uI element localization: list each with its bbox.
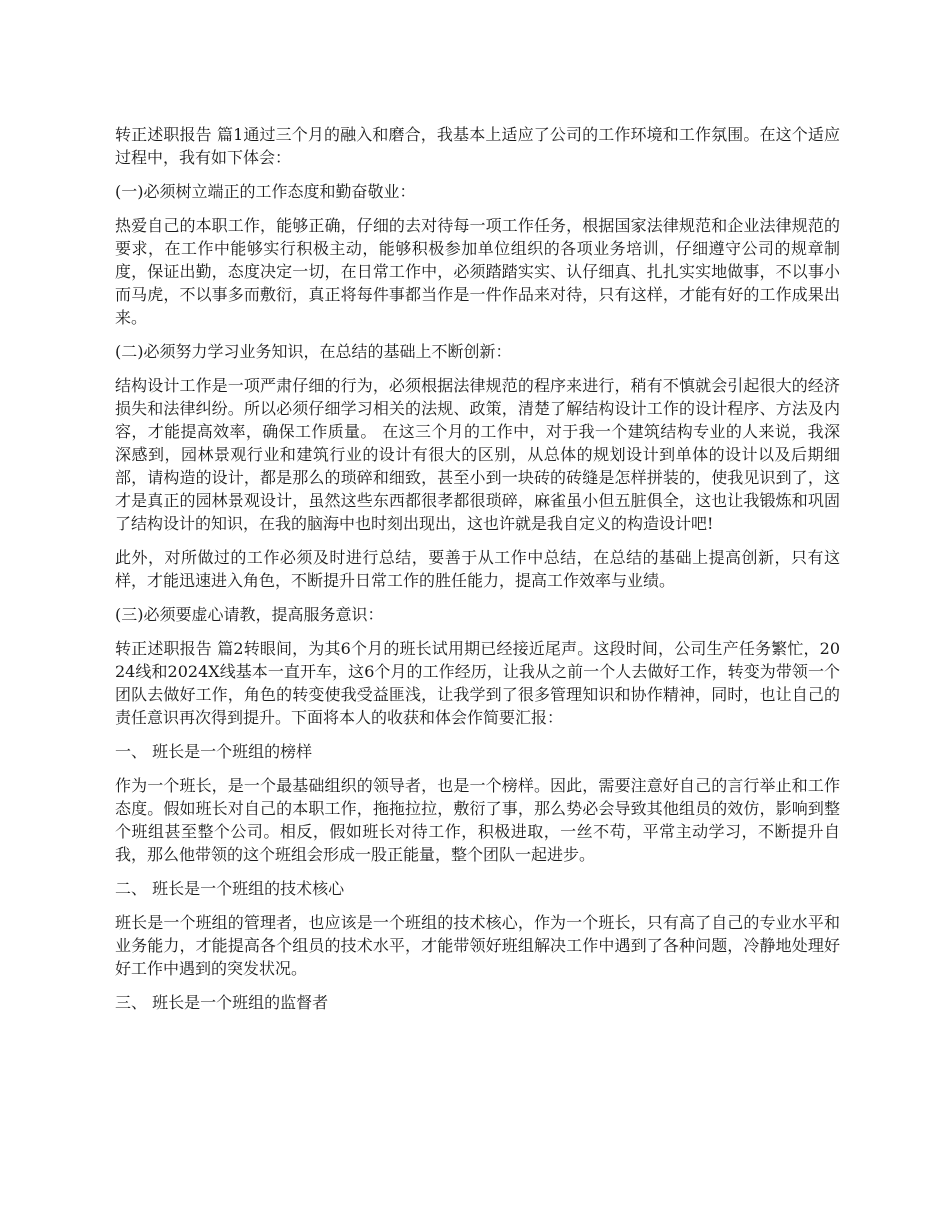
paragraph-work-attitude: 热爱自己的本职工作，能够正确，仔细的去对待每一项工作任务，根据国家法律规范和企业法律规范的要求，在工作中能够实行积极主动，能够积极参加单位组织的各项业务培训，仔细遵守公司的规章制度，保证出勤，态度决定一切，在日常工作中，必须踏踏实实、认仔细真、扎扎实实地做事，不以事小而马虎，不以事多而敷衍，真正将每件事都当作是一件作品来对待，只有这样，才能有好的工作成果出来。 <box>115 216 840 327</box>
heading-section-2: (二)必须努力学习业务知识，在总结的基础上不断创新： <box>115 342 512 361</box>
heading-supervisor: 三、 班长是一个班组的监督者 <box>115 993 329 1012</box>
paragraph-technical-core: 班长是一个班组的管理者，也应该是一个班组的技术核心，作为一个班长，只有高了自己的专业水平和业务能力，才能提高各个组员的技术水平，才能带领好班组解决工作中遇到了各种问题，冷静地处理好好工作中遇到的突发状况。 <box>115 913 840 978</box>
document-page <box>115 123 840 1025</box>
heading-technical-core: 二、 班长是一个班组的技术核心 <box>115 879 345 898</box>
paragraph-summary: 此外，对所做过的工作必须及时进行总结，要善于从工作中总结，在总结的基础上提高创新，只有这样，才能迅速进入角色，不断提升日常工作的胜任能力，提高工作效率与业绩。 <box>115 548 840 590</box>
heading-section-1: (一)必须树立端正的工作态度和勤奋敬业： <box>115 182 416 201</box>
paragraph-intro-report-2: 转正述职报告 篇2转眼间，为其6个月的班长试用期已经接近尾声。这段时间，公司生产任务繁忙，2024线和2024X线基本一直开车，这6个月的工作经历，让我从之前一个人去做好工作，转变为带领一个团队去做好工作，角色的转变使我受益匪浅，让我学到了很多管理知识和协作精神，同时，也让自己的责任意识再次得到提升。下面将本人的收获和体会作简要汇报： <box>115 639 840 727</box>
heading-role-model: 一、 班长是一个班组的榜样 <box>115 742 313 761</box>
paragraph-role-model: 作为一个班长，是一个最基础组织的领导者，也是一个榜样。因此，需要注意好自己的言行举止和工作态度。假如班长对自己的本职工作，拖拖拉拉，敷衍了事，那么势必会导致其他组员的效仿，影响到整个班组甚至整个公司。相反，假如班长对待工作，积极进取，一丝不苟，平常主动学习，不断提升自我，那么他带领的这个班组会形成一股正能量，整个团队一起进步。 <box>115 776 840 864</box>
paragraph-structural-design: 结构设计工作是一项严肃仔细的行为，必须根据法律规范的程序来进行，稍有不慎就会引起很大的经济损失和法律纠纷。所以必须仔细学习相关的法规、政策，清楚了解结构设计工作的设计程序、方法及内容，才能提高效率，确保工作质量。 在这三个月的工作中，对于我一个建筑结构专业的人来说，我深深感到，园林景观行业和建筑行业的设计有很大的区别，从总体的规划设计到单体的设计以及后期细部，请构造的设计，都是那么的琐碎和细致，甚至小到一块砖的砖缝是怎样拼装的，使我见识到了，这才是真正的园林景观设计，虽然这些东西都很孝都很琐碎，麻雀虽小但五脏俱全，这也让我锻炼和巩固了结构设计的知识，在我的脑海中也时刻出现出，这也许就是我自定义的构造设计吧! <box>115 376 840 533</box>
paragraph-intro-report-1: 转正述职报告 篇1通过三个月的融入和磨合，我基本上适应了公司的工作环境和工作氛围。在这个适应过程中，我有如下体会： <box>115 125 840 167</box>
heading-section-3: (三)必须要虚心请教，提高服务意识： <box>115 605 384 624</box>
